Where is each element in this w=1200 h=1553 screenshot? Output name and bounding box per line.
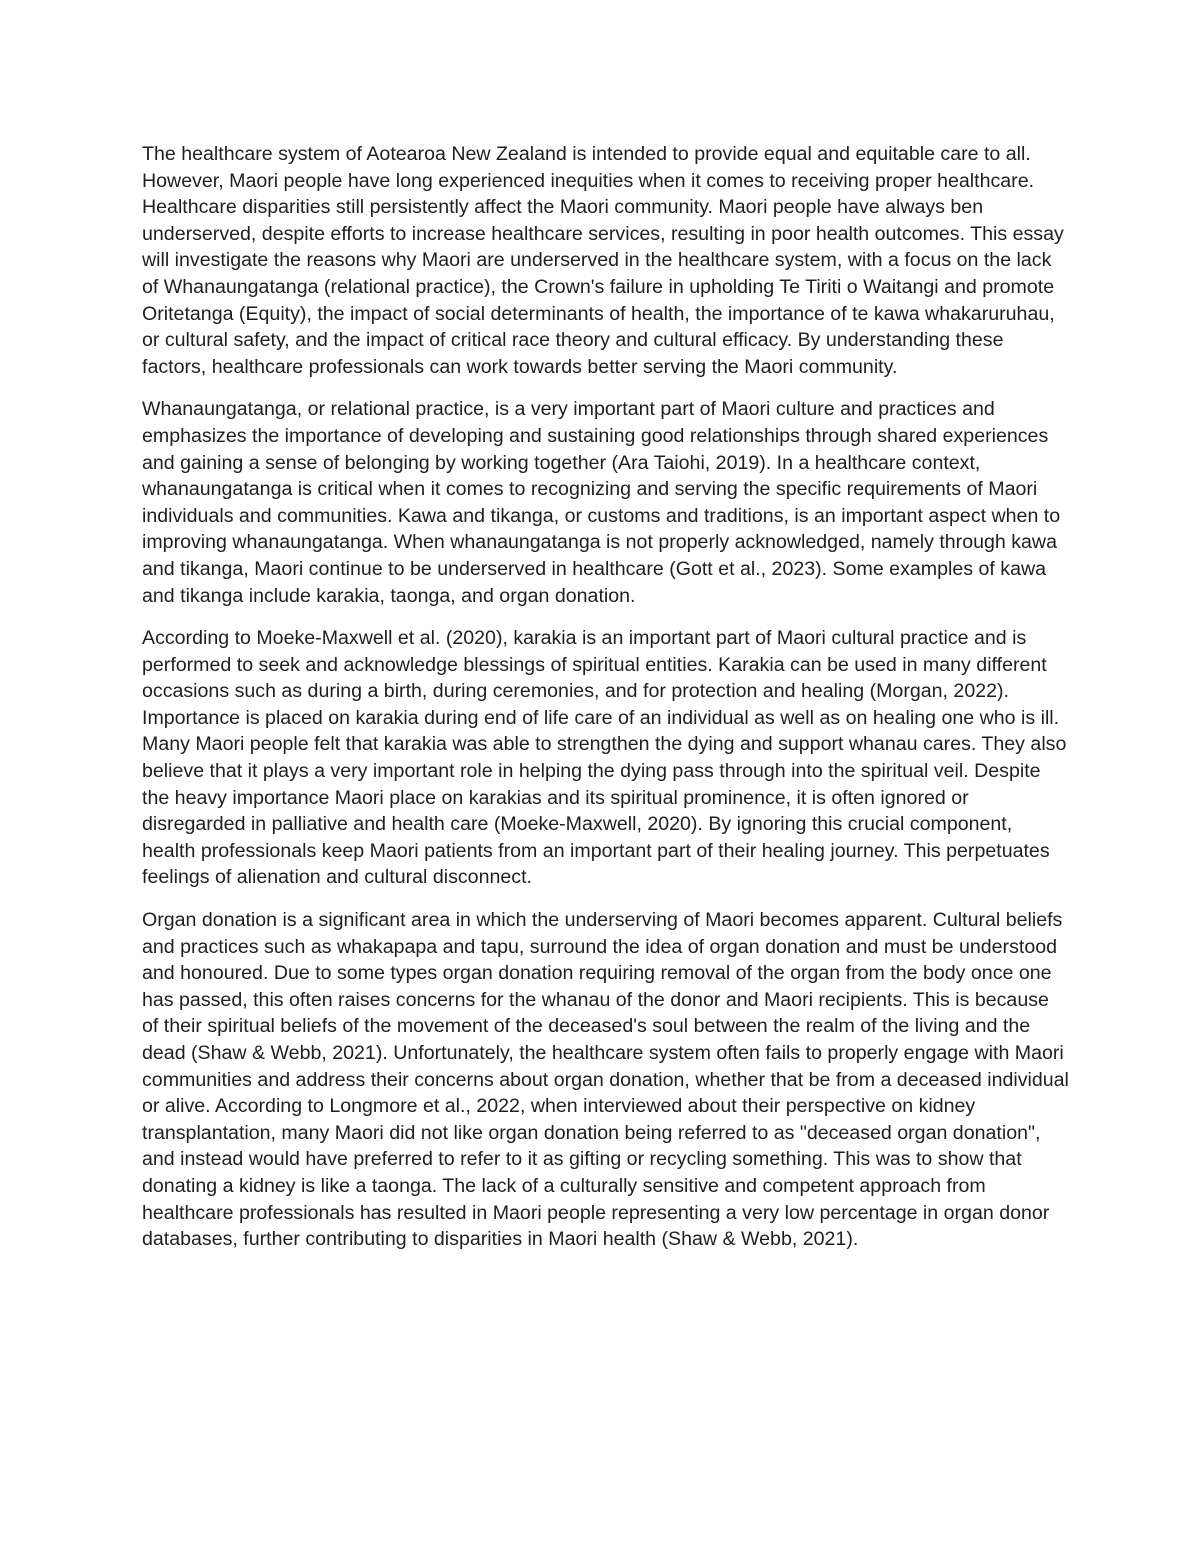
paragraph-whanaungatanga: Whanaungatanga, or relational practice, is a very important part of Maori culture and practices and emphasizes the importance of developing and sustaining good relationships through shared experiences and gaining a sense of belonging by working together (Ara Taiohi, 2019). In a healthcare context, whanaungatanga is critical when it comes to recognizing and serving the specific requirements of Maori individuals and communities. Kawa and tikanga, or customs and traditions, is an important aspect when to improving whanaungatanga. When whanaungatanga is not properly acknowledged, namely through kawa and tikanga, Maori continue to be underserved in healthcare (Gott et al., 2023). Some examples of kawa and tikanga include karakia, taonga, and organ donation. [142,398,1061,607]
paragraph-organ-donation: Organ donation is a significant area in which the underserving of Maori becomes apparent. Cultural beliefs and practices such as whakapapa and tapu, surround the idea of organ donation and must be understood and honoured. Due to some types organ donation requiring removal of the organ from the body once one has passed, this often raises concerns for the whanau of the donor and Maori recipients. This is because of their spiritual beliefs of the movement of the deceased's soul between the realm of the living and the dead (Shaw & Webb, 2021). Unfortunately, the healthcare system often fails to properly engage with Maori communities and address their concerns about organ donation, whether that be from a deceased individual or alive. According to Longmore et al., 2022, when interviewed about their perspective on kidney transplantation, many Maori did not like organ donation being referred to as "deceased organ donation", and instead would have preferred to refer to it as gifting or recycling something. This was to show that donating a kidney is like a taonga. The lack of a culturally sensitive and competent approach from healthcare professionals has resulted in Maori people representing a very low percentage in organ donor databases, further contributing to disparities in Maori health (Shaw & Webb, 2021). [142,909,1069,1251]
paragraph-introduction: The healthcare system of Aotearoa New Zealand is intended to provide equal and equitable care to all. However, Maori people have long experienced inequities when it comes to receiving proper healthcare. Healthcare disparities still persistently affect the Maori community. Maori people have always ben underserved, despite efforts to increase healthcare services, resulting in poor health outcomes. This essay will investigate the reasons why Maori are underserved in the healthcare system, with a focus on the lack of Whanaungatanga (relational practice), the Crown's failure in upholding Te Tiriti o Waitangi and promote Oritetanga (Equity), the impact of social determinants of health, the importance of te kawa whakaruruhau, or cultural safety, and the impact of critical race theory and cultural efficacy. By understanding these factors, healthcare professionals can work towards better serving the Maori community. [142,143,1064,378]
paragraph-karakia: According to Moeke-Maxwell et al. (2020), karakia is an important part of Maori cultural practice and is performed to seek and acknowledge blessings of spiritual entities. Karakia can be used in many different occasions such as during a birth, during ceremonies, and for protection and healing (Morgan, 2022). Importance is placed on karakia during end of life care of an individual as well as on healing one who is ill. Many Maori people felt that karakia was able to strengthen the dying and support whanau cares. They also believe that it plays a very important role in helping the dying pass through into the spiritual veil. Despite the heavy importance Maori place on karakias and its spiritual prominence, it is often ignored or disregarded in palliative and health care (Moeke-Maxwell, 2020). By ignoring this crucial component, health professionals keep Maori patients from an important part of their healing journey. This perpetuates feelings of alienation and cultural disconnect. [142,627,1067,889]
document-body [142,141,1070,1269]
